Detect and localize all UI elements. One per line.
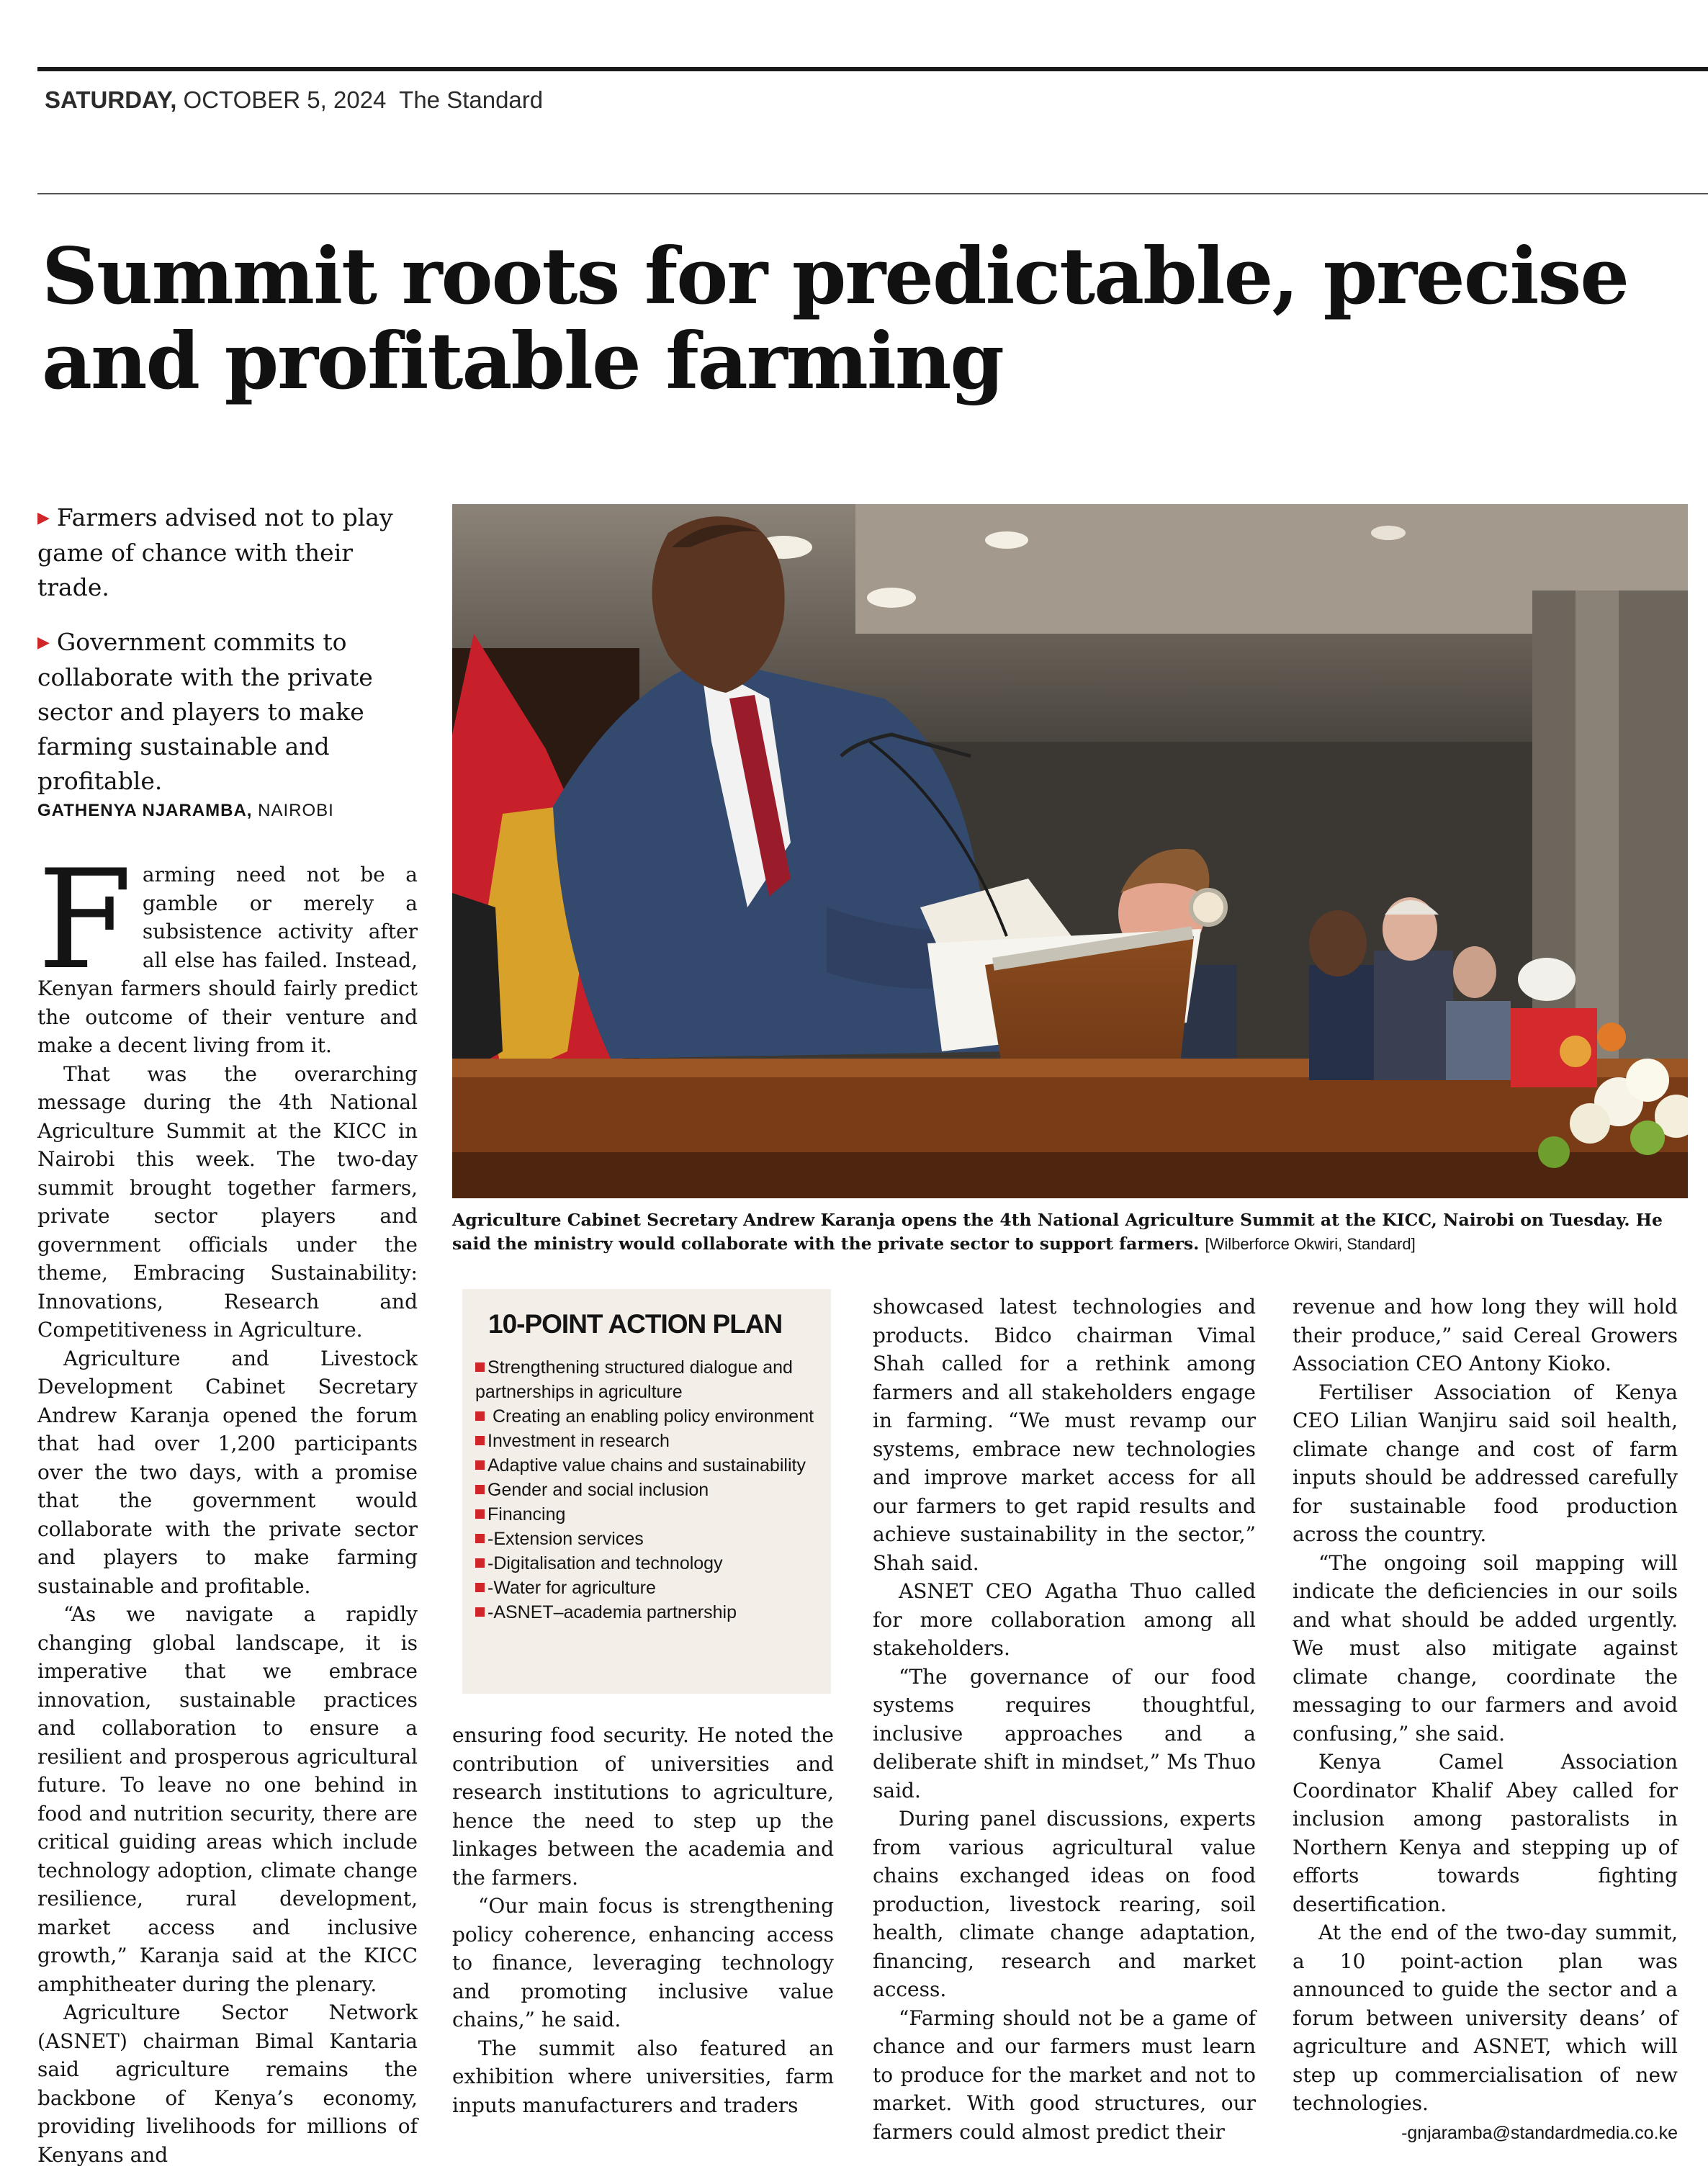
- square-bullet-icon: [475, 1485, 485, 1494]
- action-plan-box: [462, 1289, 831, 1694]
- highlight-item: ▶ Government commits to collaborate with the private sector and players to make farming sustainable and profitable.: [37, 628, 373, 795]
- article-paragraph: revenue and how long they will hold their produce,” said Cereal Growers Association CEO Antony Kioko.: [1293, 1295, 1678, 1375]
- triangle-bullet-icon: ▶: [37, 509, 50, 527]
- article-paragraph: “Our main focus is strengthening policy coherence, enhancing access to finance, leveraging technology and promoting inclusive value chains,” he said.: [452, 1894, 834, 2031]
- article-paragraph: At the end of the two-day summit, a 10 point-action plan was announced to guide the sector and a forum between university deans’ of agriculture and ASNET, which will step up commercialisation of new technologies.: [1293, 1921, 1678, 2115]
- dateline: [45, 86, 543, 114]
- caption-text: Agriculture Cabinet Secretary Andrew Karanja opens the 4th National Agriculture Summit at the KICC, Nairobi on Tuesday. He said the ministry would collaborate with the private sector to support farmers.: [452, 1210, 1663, 1254]
- photo-credit: [Wilberforce Okwiri, Standard]: [1205, 1235, 1416, 1253]
- article-paragraph: Agriculture Sector Network (ASNET) chairman Bimal Kantaria said agriculture remains the backbone of Kenya’s economy, providing livelihoods for millions of Kenyans and: [37, 2000, 418, 2167]
- article-column-1: [37, 840, 418, 2169]
- header-divider: [37, 193, 1708, 194]
- article-paragraph: The summit also featured an exhibition where universities, farm inputs manufacturers and traders: [452, 2036, 834, 2117]
- author-email[interactable]: -gnjaramba@standardmedia.co.ke: [1401, 2122, 1678, 2143]
- article-paragraph: Fertiliser Association of Kenya CEO Lilian Wanjiru said soil health, climate change and cost of farm inputs should be addressed carefully for sustainable food production across the country.: [1293, 1380, 1678, 1546]
- byline-author: GATHENYA NJARAMBA,: [37, 801, 253, 820]
- highlight-item: ▶ Farmers advised not to play game of chance with their trade.: [37, 503, 393, 601]
- action-plan-item: -Water for agriculture: [475, 1576, 818, 1600]
- article-paragraph: “As we navigate a rapidly changing global landscape, it is imperative that we embrace innovation, sustainable practices and collaboration to ensure a resilient and prosperous agricultural future. To leave no one behind in food and nutrition security, there are critical guiding areas which include technology adoption, climate change resilience, rural development, market access and inclusive growth,” Karanja said at the KICC amphitheater during the plenary.: [37, 1602, 418, 1996]
- square-bullet-icon: [475, 1362, 485, 1372]
- action-plan-item: Adaptive value chains and sustainability: [475, 1453, 818, 1478]
- square-bullet-icon: [475, 1460, 485, 1470]
- action-plan-item: -Extension services: [475, 1527, 818, 1551]
- article-paragraph: Farming need not be a gamble or merely a subsistence activity after all else has failed. Instead, Kenyan farmers should fairly predict the outcome of their venture and make a decent living from it.: [37, 840, 418, 1057]
- dateline-date: OCTOBER 5, 2024: [183, 86, 387, 113]
- square-bullet-icon: [475, 1558, 485, 1568]
- article-column-3: [873, 1293, 1256, 2146]
- action-plan-title: 10-POINT ACTION PLAN: [488, 1309, 783, 1339]
- article-paragraph: showcased latest technologies and products. Bidco chairman Vimal Shah called for a rethink among farmers and all stakeholders engage in farming. “We must revamp our systems, embrace new technologies and improve market access for all our farmers to get rapid results and achieve sustainability in the sector,” Shah said.: [873, 1295, 1256, 1575]
- article-paragraph: “The governance of our food systems requires thoughtful, inclusive approaches and a deliberate shift in mindset,” Ms Thuo said.: [873, 1664, 1256, 1802]
- action-plan-item: Investment in research: [475, 1429, 818, 1453]
- summit-photo-illustration: [452, 504, 1688, 1198]
- photo-caption: [452, 1208, 1688, 1256]
- headline: Summit roots for predictable, precise and profitable farming: [42, 231, 1629, 407]
- action-plan-item: Gender and social inclusion: [475, 1478, 818, 1502]
- drop-cap: F: [37, 840, 132, 1000]
- article-paragraph: That was the overarching message during the 4th National Agriculture Summit at the KICC in Nairobi this week. The two-day summit brought together farmers, private sector players and government officials under the theme, Embracing Sustainability: Innovations, Research and Competitiveness in Agriculture.: [37, 1061, 418, 1342]
- action-plan-item: -ASNET–academia partnership: [475, 1600, 818, 1625]
- article-column-4: [1293, 1293, 1678, 2147]
- square-bullet-icon: [475, 1411, 485, 1421]
- byline-location: NAIROBI: [258, 801, 334, 820]
- article-column-2: [452, 1721, 834, 2119]
- dateline-paper: The Standard: [399, 86, 544, 113]
- dateline-day: SATURDAY,: [45, 86, 177, 113]
- square-bullet-icon: [475, 1436, 485, 1445]
- byline: [37, 801, 334, 821]
- article-paragraph: ensuring food security. He noted the contribution of universities and research institutions to agriculture, hence the need to step up the linkages between the academia and the farmers.: [452, 1723, 834, 1890]
- action-plan-item: -Digitalisation and technology: [475, 1551, 818, 1576]
- article-paragraph: Kenya Camel Association Coordinator Khalif Abey called for inclusion among pastoralists in Northern Kenya and stepping up of efforts towards fighting desertification.: [1293, 1750, 1678, 1916]
- summit-photo: [452, 504, 1688, 1198]
- square-bullet-icon: [475, 1583, 485, 1592]
- square-bullet-icon: [475, 1607, 485, 1617]
- article-paragraph: Agriculture and Livestock Development Cabinet Secretary Andrew Karanja opened the forum that had over 1,200 participants over the two days, with a promise that the government would collaborate with the private sector and players to make farming sustainable and profitable.: [37, 1346, 418, 1598]
- triangle-bullet-icon: ▶: [37, 634, 50, 652]
- article-paragraph: “Farming should not be a game of chance and our farmers must learn to produce for the market and not to market. With good structures, our farmers could almost predict their: [873, 2006, 1256, 2144]
- article-paragraph: During panel discussions, experts from various agricultural value chains exchanged ideas on food production, livestock rearing, soil health, climate change adaptation, financing, research and market access.: [873, 1807, 1256, 2001]
- action-plan-item: Creating an enabling policy environment: [475, 1404, 818, 1429]
- article-paragraph: “The ongoing soil mapping will indicate the deficiencies in our soils and what should be added urgently. We must also mitigate against climate change, coordinate the messaging to our farmers and avoid confusing,” she said.: [1293, 1550, 1678, 1746]
- highlights: [37, 500, 426, 819]
- square-bullet-icon: [475, 1534, 485, 1543]
- square-bullet-icon: [475, 1509, 485, 1519]
- top-rule: [37, 67, 1708, 71]
- action-plan-item: Financing: [475, 1502, 818, 1527]
- article-paragraph: ASNET CEO Agatha Thuo called for more collaboration among all stakeholders.: [873, 1579, 1256, 1660]
- action-plan-item: Strengthening structured dialogue and partnerships in agriculture: [475, 1357, 793, 1402]
